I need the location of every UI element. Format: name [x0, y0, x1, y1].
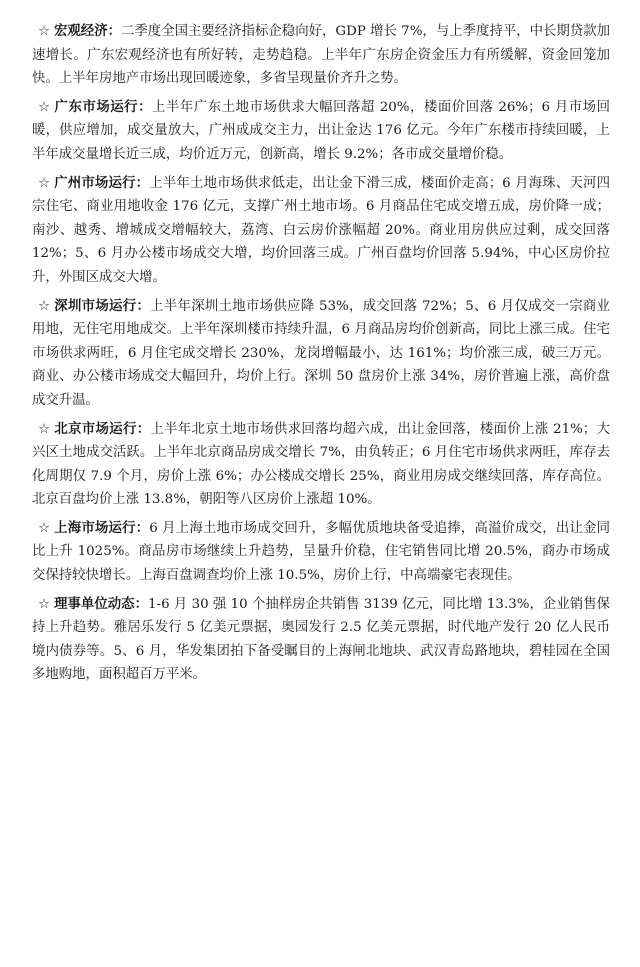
- star-bullet-icon: ☆: [38, 298, 51, 314]
- section-heading: 深圳市场运行：: [54, 297, 151, 314]
- star-bullet-icon: ☆: [38, 99, 51, 115]
- section-shanghai-market: [32, 517, 610, 588]
- section-member-news: [32, 593, 610, 687]
- document-page: [32, 20, 610, 692]
- section-heading: 北京市场运行：: [54, 420, 151, 437]
- star-bullet-icon: ☆: [38, 421, 51, 437]
- section-heading: 上海市场运行：: [54, 519, 150, 536]
- section-body: 上半年广东土地市场供求大幅回落超 20%，楼面价回落 26%；6 月市场回暖，供应增加，成交量放大，广州成成交主力，出让金达 176 亿元。今年广东楼市持续回暖，上半年成交量增长近三成，均价近万元，创新高，增长 9.2%；各市成交量增价稳。: [32, 99, 610, 162]
- section-body: 1-6 月 30 强 10 个抽样房企共销售 3139 亿元，同比增 13.3%，企业销售保持上升趋势。雅居乐发行 5 亿美元票据，奥园发行 2.5 亿美元票据，时代地产发行 20 亿人民币境内债券等。5、6 月，华发集团拍下备受瞩目的上海闸北地块、武汉青岛路地块，碧桂园在全国多地购地，面积超百万平米。: [32, 596, 611, 683]
- section-beijing-market: [32, 418, 610, 512]
- section-body: 6 月上海土地市场成交回升，多幅优质地块备受追捧，高溢价成交，出让金同比上升 1025%。商品房市场继续上升趋势，呈量升价稳，住宅销售同比增 20.5%，商办市场成交保持较快增长。上海百盘调查均价上涨 10.5%，房价上行，中高端豪宅表现佳。: [32, 520, 610, 584]
- star-bullet-icon: ☆: [38, 596, 51, 612]
- star-bullet-icon: ☆: [38, 24, 51, 39]
- section-macro-economy: [32, 20, 610, 91]
- section-body: 上半年土地市场供求低走，出让金下滑三成，楼面价走高；6 月海珠、天河四宗住宅、商业用地收金 176 亿元，支撑广州土地市场。6 月商品住宅成交增五成，房价降一成；南沙、越秀、增城成交增幅较大，荔湾、白云房价涨幅超 20%。商业用房供应过剩，成交回落 12%；5、6 月办公楼市场成交大增，均价回落三成。广州百盘均价回落 5.94%，中心区房价拉升，外围区成交大增。: [32, 175, 611, 285]
- section-guangzhou-market: [32, 172, 610, 290]
- section-heading: 广东市场运行：: [54, 98, 153, 115]
- section-heading: 理事单位动态：: [54, 595, 149, 612]
- section-body: 二季度全国主要经济指标企稳向好，GDP 增长 7%，与上季度持平，中长期贷款加速增长。广东宏观经济也有所好转，走势趋稳。上半年广东房企资金压力有所缓解，资金回笼加快。上半年房地产市场出现回暖迹象，多省呈现量价齐升之势。: [32, 24, 611, 87]
- section-shenzhen-market: [32, 295, 610, 413]
- section-guangdong-market: [32, 96, 610, 167]
- star-bullet-icon: ☆: [38, 520, 51, 536]
- section-body: 上半年深圳土地市场供应降 53%，成交回落 72%；5、6 月仅成交一宗商业用地，无住宅用地成交。上半年深圳楼市持续升温，6 月商品房均价创新高，同比上涨三成。住宅市场供求两旺，6 月住宅成交增长 230%，龙岗增幅最小，达 161%；均价涨三成，破三万元。商业、办公楼市场成交大幅回升，均价上行。深圳 50 盘房价上涨 34%，房价普遍上涨，高价盘成交升温。: [32, 298, 610, 408]
- section-heading: 广州市场运行：: [54, 174, 150, 191]
- star-bullet-icon: ☆: [38, 175, 51, 191]
- section-heading: 宏观经济：: [54, 23, 122, 39]
- section-body: 上半年北京土地市场供求回落均超六成，出让金回落，楼面价上涨 21%；大兴区土地成交活跃。上半年北京商品房成交增长 7%，由负转正；6 月住宅市场供求两旺，库存去化周期仅 7.9 个月，房价上涨 6%；办公楼成交增长 25%，商业用房成交继续回落，库存高位。北京百盘均价上涨 13.8%，朝阳等八区房价上涨超 10%。: [32, 421, 610, 508]
